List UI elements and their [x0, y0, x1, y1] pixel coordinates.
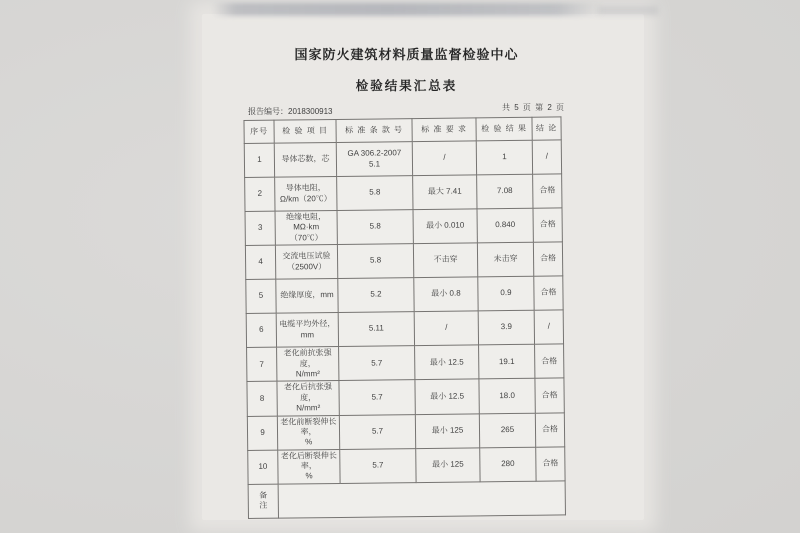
- document-content: [248, 44, 565, 519]
- cell-item: 老化前断裂伸长率， %: [277, 415, 339, 450]
- cell-conclusion: /: [534, 310, 563, 344]
- col-header-no: 序号: [244, 120, 274, 143]
- cell-clause: 5.7: [339, 380, 415, 415]
- table-row: [244, 140, 561, 178]
- col-header-requirement: 标 准 要 求: [412, 118, 476, 142]
- cell-no: 7: [247, 347, 277, 382]
- cell-conclusion: 合格: [533, 174, 562, 208]
- cell-clause: 5.8: [337, 176, 413, 211]
- cell-item: 绝缘电阻，MΩ·km （70℃）: [275, 210, 337, 245]
- doc-title: 国家防火建筑材料质量监督检验中心: [294, 47, 519, 62]
- table-row: [248, 447, 565, 485]
- cell-item: 老化后断裂伸长率， %: [278, 449, 340, 484]
- cell-clause: 5.7: [340, 448, 416, 483]
- cell-clause: GA 306.2-2007 5.1: [336, 142, 412, 177]
- cell-result: 19.1: [479, 344, 535, 379]
- cell-no: 2: [245, 177, 275, 211]
- cell-item: 老化前抗张强度， N/mm²: [277, 347, 339, 382]
- cell-requirement: 最大 7.41: [413, 175, 477, 210]
- cell-requirement: 不击穿: [413, 243, 477, 278]
- cell-clause: 5.7: [339, 414, 415, 449]
- col-header-item: 检 验 项 目: [274, 119, 336, 143]
- cell-result: 1: [476, 140, 532, 175]
- cell-item: 交流电压试验 （2500V）: [275, 245, 337, 280]
- cell-result: 未击穿: [477, 242, 533, 277]
- cell-conclusion: 合格: [535, 412, 564, 446]
- col-header-clause: 标 准 条 款 号: [336, 119, 412, 143]
- doc-subtitle: 检验结果汇总表: [355, 79, 458, 93]
- remarks-row: [248, 481, 565, 519]
- cell-clause: 5.7: [339, 346, 415, 381]
- results-table: [243, 116, 566, 518]
- scan-smudge-corner: [598, 6, 658, 15]
- cell-requirement: /: [412, 141, 476, 176]
- col-header-conclusion: 结 论: [532, 117, 561, 140]
- cell-item: 老化后抗张强度， N/mm²: [277, 381, 339, 416]
- cell-no: 3: [245, 211, 275, 246]
- cell-conclusion: 合格: [535, 378, 564, 412]
- table-row: [245, 242, 562, 280]
- cell-item: 电缆平均外径，mm: [276, 313, 338, 348]
- table-row: [247, 378, 564, 416]
- cell-conclusion: 合格: [533, 208, 562, 242]
- table-row: [246, 276, 563, 314]
- cell-requirement: 最小 12.5: [415, 345, 479, 380]
- cell-conclusion: /: [532, 140, 561, 174]
- cell-requirement: /: [414, 311, 478, 346]
- cell-conclusion: 合格: [536, 447, 565, 481]
- cell-no: 10: [248, 450, 278, 485]
- cell-clause: 5.2: [338, 278, 414, 313]
- table-row: [245, 208, 562, 246]
- cell-clause: 5.11: [338, 312, 414, 347]
- cell-no: 1: [244, 143, 274, 177]
- cell-item: 导体芯数，芯: [274, 142, 336, 177]
- col-header-result: 检 验 结 果: [476, 117, 532, 141]
- cell-item: 绝缘厚度，mm: [276, 279, 338, 314]
- cell-clause: 5.8: [337, 244, 413, 279]
- scan-smudge-band: [212, 3, 604, 16]
- cell-result: 18.0: [479, 379, 535, 414]
- cell-no: 9: [247, 416, 277, 451]
- cell-result: 280: [480, 447, 536, 482]
- cell-no: 4: [245, 245, 275, 279]
- table-row: [247, 344, 564, 382]
- table-row: [246, 310, 563, 348]
- table-row: [247, 412, 564, 450]
- remarks-content: [278, 481, 565, 518]
- cell-requirement: 最小 125: [415, 413, 479, 448]
- cell-requirement: 最小 0.010: [413, 209, 477, 244]
- cell-result: 265: [479, 413, 535, 448]
- cell-conclusion: 合格: [534, 276, 563, 310]
- cell-result: 7.08: [477, 174, 533, 209]
- cell-conclusion: 合格: [535, 344, 564, 378]
- cell-clause: 5.8: [337, 210, 413, 245]
- page-indicator: 共 5 页 第 2 页: [501, 103, 565, 112]
- report-number: 报告编号：2018300913: [248, 107, 333, 116]
- cell-result: 0.840: [477, 208, 533, 243]
- cell-result: 3.9: [478, 310, 534, 345]
- cell-requirement: 最小 0.8: [414, 277, 478, 312]
- cell-result: 0.9: [478, 276, 534, 311]
- table-row: [245, 174, 562, 212]
- cell-requirement: 最小 125: [416, 448, 480, 483]
- cell-requirement: 最小 12.5: [415, 379, 479, 414]
- cell-no: 8: [247, 382, 277, 417]
- remarks-label: 备 注: [248, 484, 278, 518]
- cell-conclusion: 合格: [533, 242, 562, 276]
- meta-row: [248, 103, 565, 117]
- cell-no: 6: [246, 313, 276, 347]
- cell-item: 导体电阻， Ω/km（20℃）: [275, 176, 337, 211]
- cell-no: 5: [246, 279, 276, 313]
